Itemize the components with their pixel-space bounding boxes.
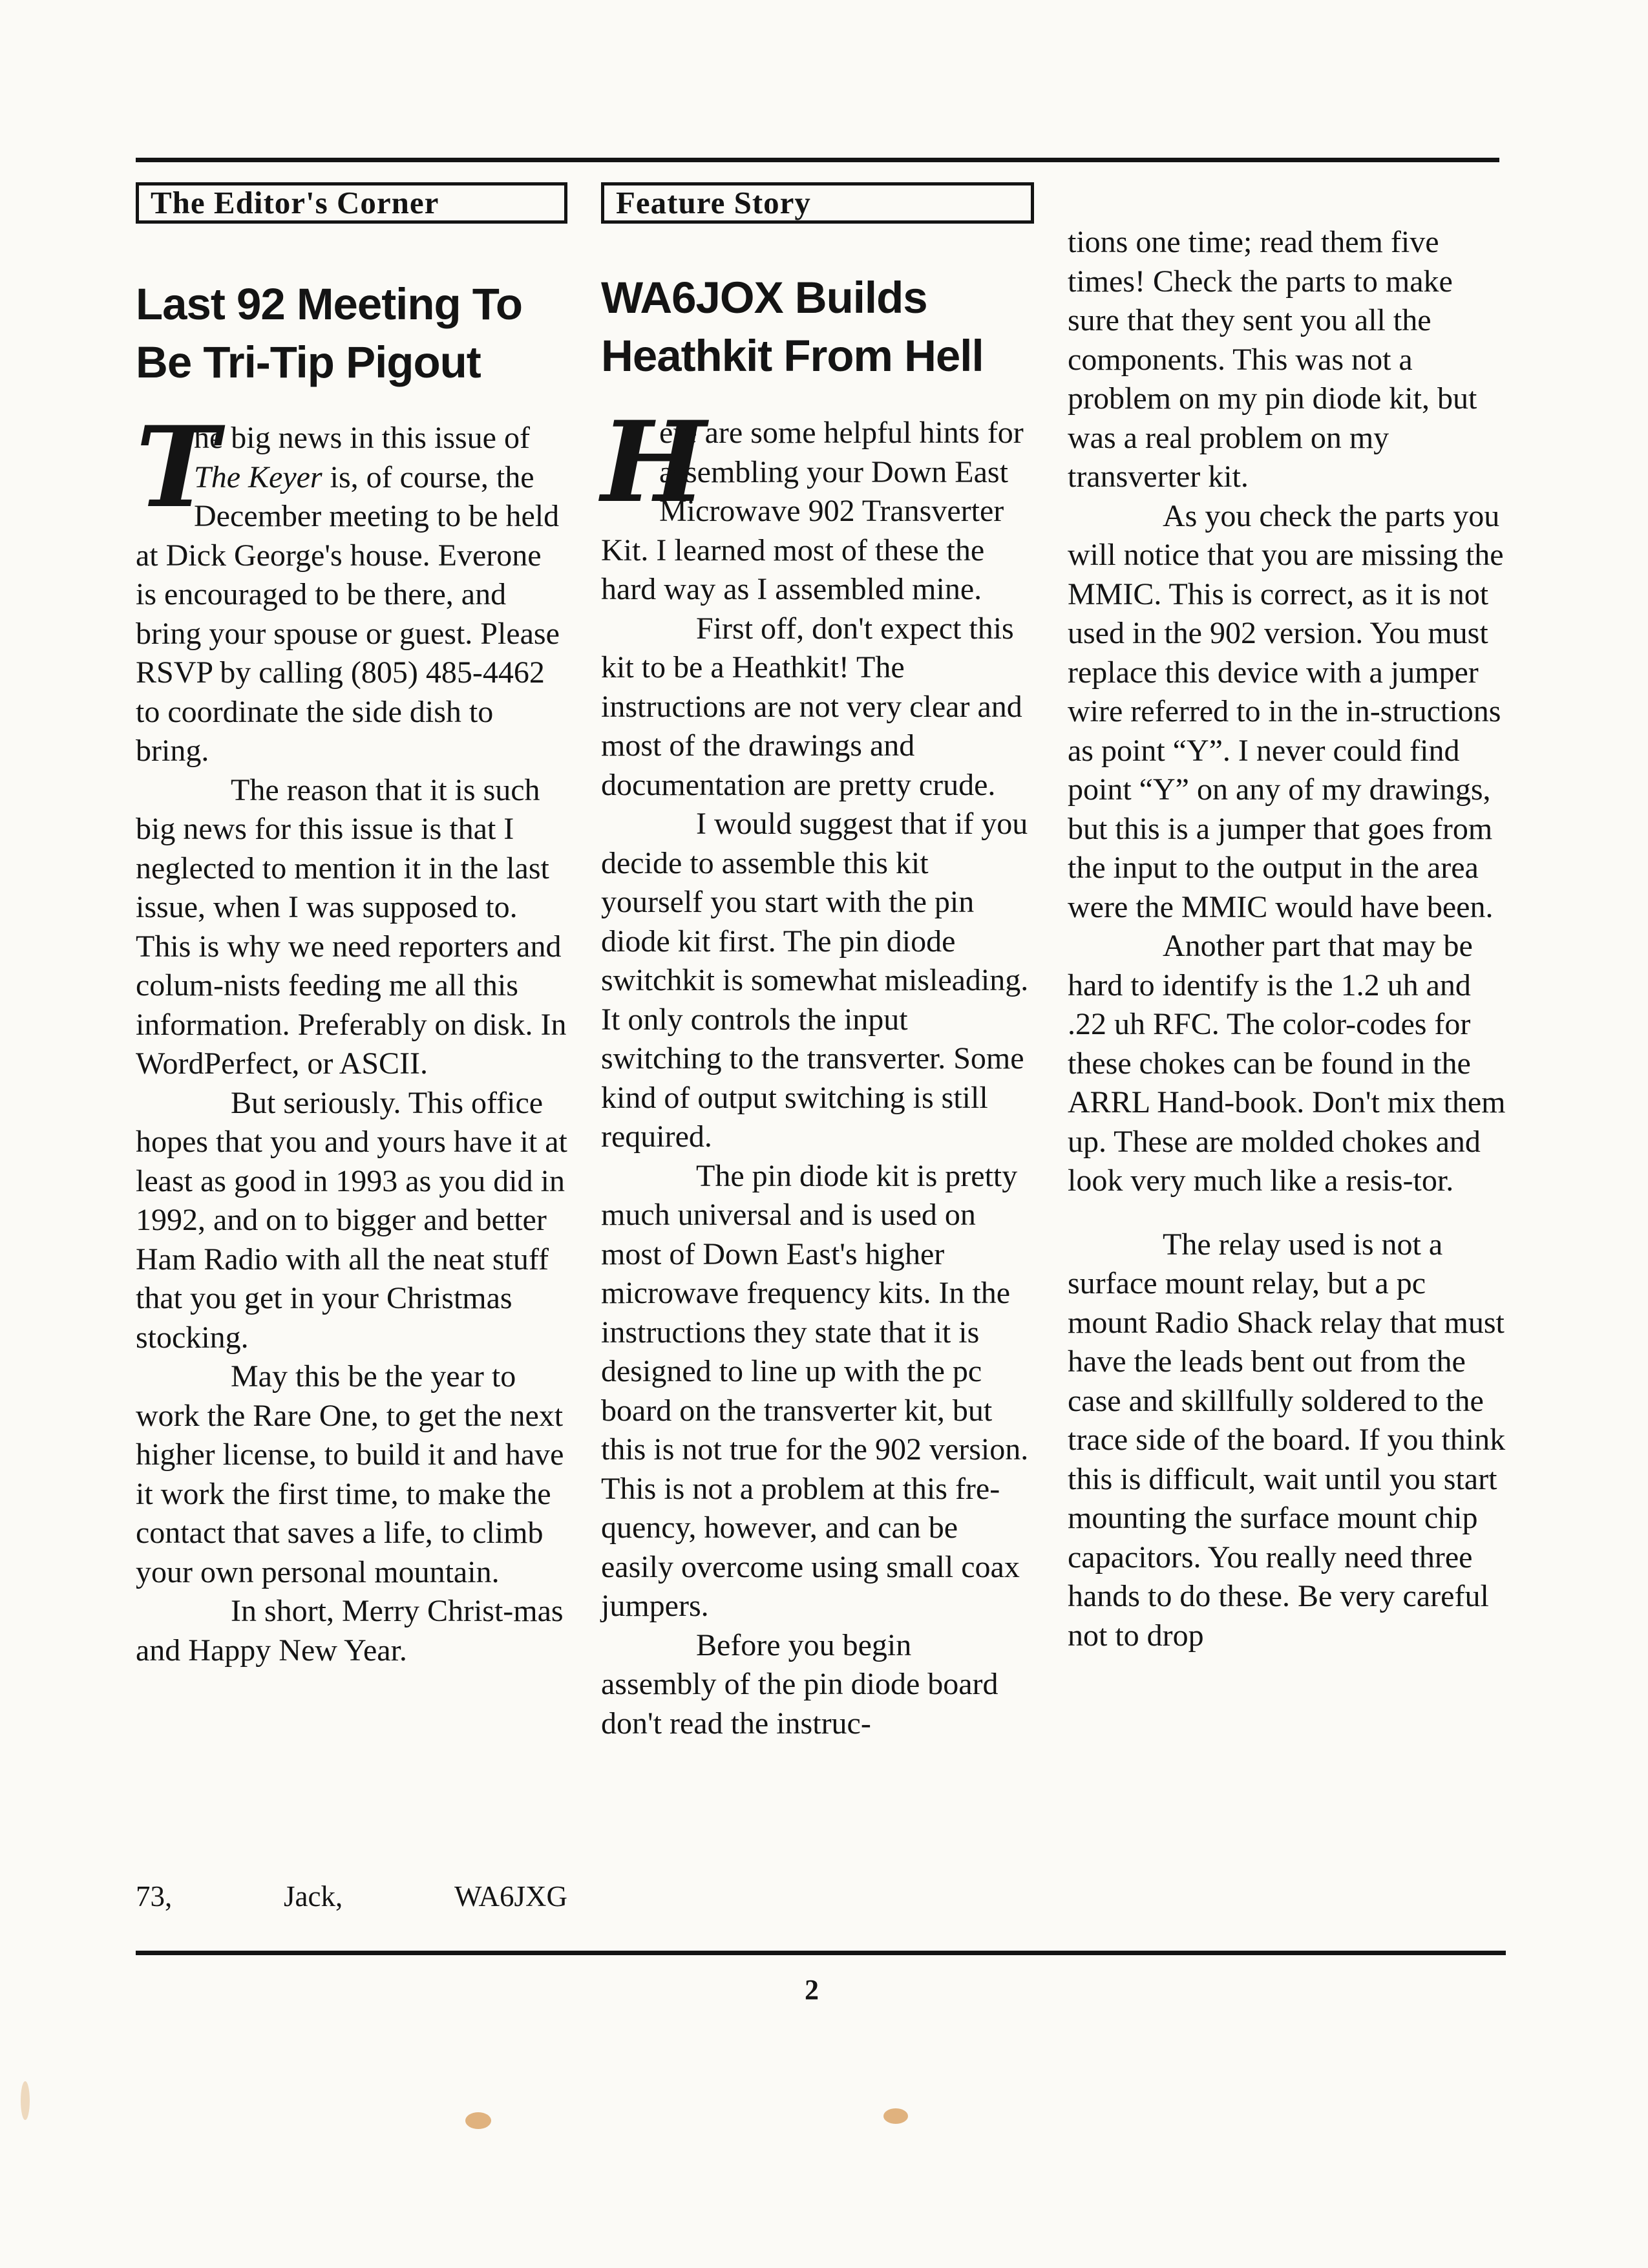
editors-corner-p1-start: he big news in this issue of <box>194 421 530 455</box>
editors-corner-body <box>136 401 567 1670</box>
feature-continued-paragraph-3: Another part that may be hard to identify is the 1.2 uh and .22 uh RFC. The color-codes for these chokes can be found in the ARRL Hand-book. Don't mix them up. These are molded chokes and look very much like a resis-tor. <box>1068 929 1506 1198</box>
bottom-rule <box>136 1951 1506 1955</box>
feature-paragraph-5: Before you begin assembly of the pin diode board don't read the instruc- <box>601 1627 998 1741</box>
feature-paragraph-3: I would suggest that if you decide to assemble this kit yourself you start with the pin diode kit first. The pin diode switchkit is somewhat misleading. It only controls the input switching to the transverter. Some kind of output switching is still required. <box>601 807 1029 1154</box>
editors-corner-headline: Last 92 Meeting To Be Tri-Tip Pigout <box>136 279 522 387</box>
editors-corner-column <box>136 182 567 1670</box>
feature-story-body <box>601 396 1034 1743</box>
editors-corner-p1-end: is, of course, the December meeting to be held at Dick George's house. Everone is encouraged to be there, and bring your spouse or guest. Please RSVP by calling (805) 485-4462 to coordinate the side dish to bring. <box>136 460 560 768</box>
signature-name: Jack, <box>284 1880 343 1913</box>
feature-p1-text: ere are some helpful hints for assembling your Down East Microwave 902 Transverter Kit. I learned most of these the hard way as I assembled mine. <box>601 416 1024 606</box>
signature-73: 73, <box>136 1880 173 1913</box>
newsletter-title: The Keyer <box>194 460 322 494</box>
scan-stain <box>883 2108 908 2124</box>
page-number: 2 <box>805 1974 819 2006</box>
scan-stain <box>465 2112 491 2129</box>
scan-stain <box>21 2081 30 2120</box>
editors-corner-paragraph-4: May this be the year to work the Rare One, to get the next higher license, to build it and have it work the first time, to make the contact that saves a life, to climb your own personal mountain. <box>136 1359 564 1589</box>
editors-corner-paragraph-1 <box>136 401 567 771</box>
editors-corner-label: The Editor's Corner <box>136 182 567 224</box>
feature-continued-paragraph-1: tions one time; read them five times! Check the parts to make sure that they sent you all the components. This was not a problem on my pin diode kit, but was a real problem on my transverter kit. <box>1068 225 1477 494</box>
feature-continued-paragraph-2: As you check the parts you will notice that you are missing the MMIC. This is correct, as it is not used in the 902 version. You must replace this device with a jumper wire referred to in the in-structions as point “Y”. I never could find point “Y” on any of my drawings, but this is a jumper that goes from the input to the output in the area were the MMIC would have been. <box>1068 498 1504 924</box>
feature-paragraph-4: The pin diode kit is pretty much universal and is used on most of Down East's higher microwave frequency kits. In the instructions they state that it is designed to line up with the pc board on the transverter kit, but this is not true for the 902 version. This is not a problem at this fre-quency, however, and can be easily overcome using small coax jumpers. <box>601 1158 1029 1623</box>
editors-corner-paragraph-3: But seriously. This office hopes that you and yours have it at least as good in 1993 as you did in 1992, and on to bigger and better Ham Radio with all the neat stuff that you get in your Christmas stocking. <box>136 1085 567 1355</box>
feature-story-headline: WA6JOX Builds Heathkit From Hell <box>601 273 984 381</box>
dropcap-t: T <box>136 401 218 533</box>
signature-callsign: WA6JXG <box>454 1880 567 1913</box>
feature-story-column <box>601 182 1034 1743</box>
editors-corner-paragraph-2: The reason that it is such big news for this issue is that I neglected to mention it in the last issue, when I was supposed to. This is why we need reporters and colum-nists feeding me all this information. Preferably on disk. In WordPerfect, or ASCII. <box>136 772 567 1081</box>
editors-corner-paragraph-5: In short, Merry Christ-mas and Happy New Year. <box>136 1594 564 1668</box>
dropcap-h: H <box>601 396 706 527</box>
feature-continued-body <box>1068 223 1506 1655</box>
top-rule <box>136 158 1499 162</box>
feature-story-continued-column <box>1068 223 1506 1655</box>
feature-paragraph-2: First off, don't expect this kit to be a Heathkit! The instructions are not very clear and most of the drawings and documentation are pretty crude. <box>601 611 1022 802</box>
feature-paragraph-1 <box>601 396 1034 609</box>
editor-signature <box>136 1880 567 1913</box>
feature-story-label: Feature Story <box>601 182 1034 224</box>
feature-continued-paragraph-4: The relay used is not a surface mount relay, but a pc mount Radio Shack relay that must have the leads bent out from the case and skillfully soldered to the trace side of the board. If you think this is difficult, wait until you start mounting the surface mount chip capacitors. You really need three hands to do these. Be very careful not to drop <box>1068 1227 1506 1653</box>
